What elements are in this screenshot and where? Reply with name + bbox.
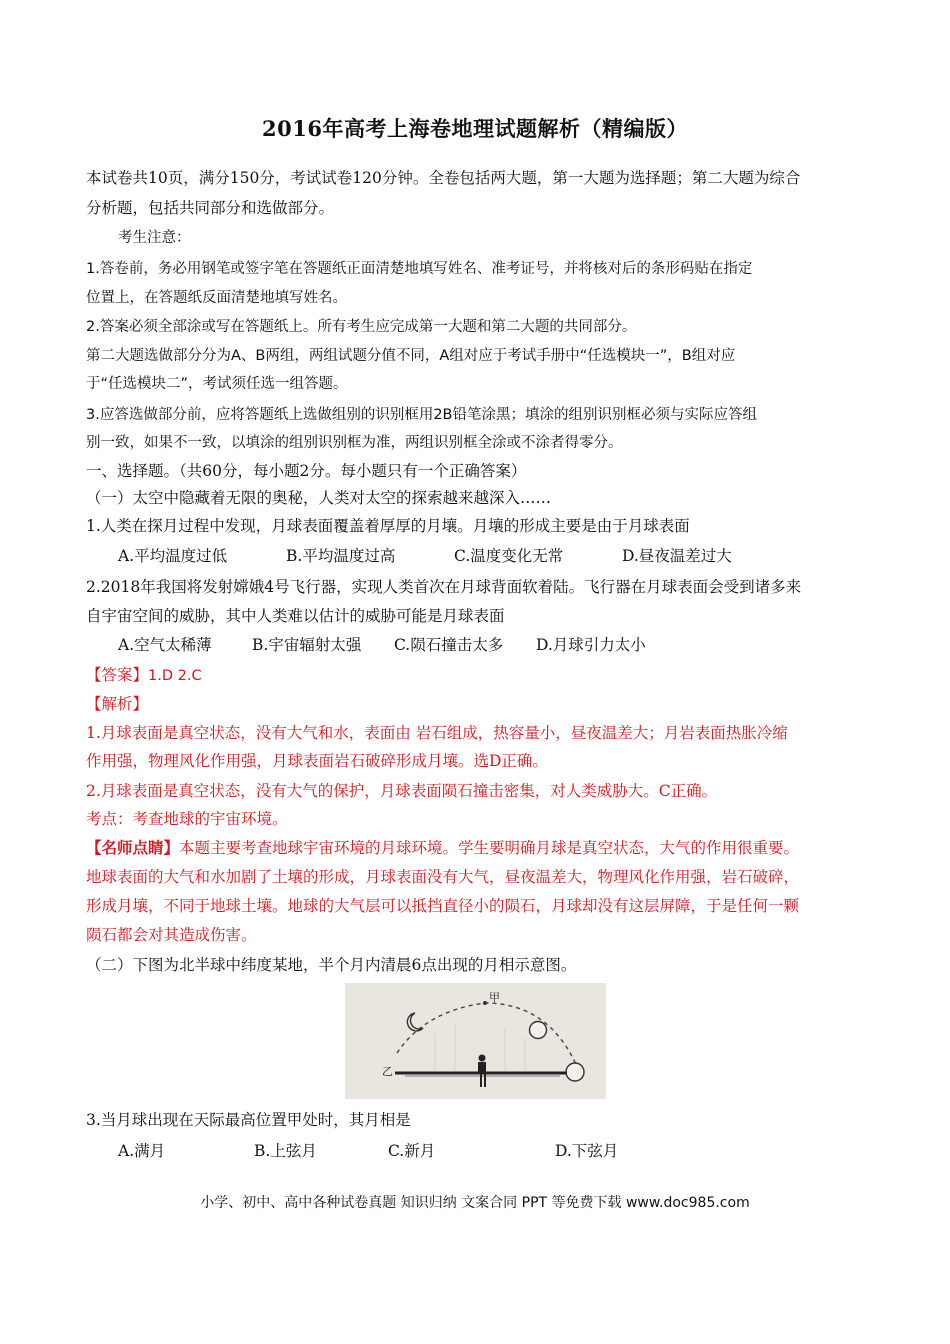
question-3-stem: 3.当月球出现在天际最高位置甲处时，其月相是	[86, 1111, 411, 1129]
answer-value: 1.D 2.C	[148, 668, 202, 684]
question-3-option-d: D.下弦月	[555, 1142, 619, 1160]
question-3-option-a: A.满月	[118, 1142, 166, 1160]
question-1-option-a: A.平均温度过低	[118, 547, 228, 565]
observer-figure	[478, 1055, 486, 1088]
moon-phase-diagram	[345, 983, 606, 1099]
question-2-stem-1: 2.2018年我国将发射嫦娥4号飞行器，实现人类首次在月球背面软着陆。飞行器在月球表面会受到诸多来	[86, 578, 802, 596]
group-intro-1: （一）太空中隐藏着无限的奥秘，人类对太空的探索越来越深入……	[86, 489, 552, 507]
notice-line-5: 于“任选模块二”，考试须任选一组答题。	[86, 376, 348, 392]
analysis-line-4: 考点：考查地球的宇宙环境。	[86, 810, 288, 828]
question-1-stem: 1.人类在探月过程中发现，月球表面覆盖着厚厚的月壤。月壤的形成主要是由于月球表面	[86, 517, 690, 535]
question-2-option-a: A.空气太稀薄	[118, 636, 212, 654]
crescent-moon-icon	[407, 1013, 423, 1031]
tip-label: 【名师点睛】	[86, 838, 180, 857]
question-2-stem-2: 自宇宙空间的威胁，其中人类难以估计的威胁可能是月球表面	[86, 607, 505, 625]
intro-line-1: 本试卷共10页，满分150分，考试试卷120分钟。全卷包括两大题，第一大题为选择题；第二大题为综合	[86, 169, 801, 187]
analysis-line-1: 1.月球表面是真空状态，没有大气和水，表面由 岩石组成，热容量小，昼夜温差大；月岩表面热胀冷缩	[86, 724, 788, 742]
document-title: 2016年高考上海卷地理试题解析（精编版）	[262, 116, 688, 141]
answer-label: 【答案】	[86, 666, 149, 684]
apex-point	[483, 1001, 487, 1005]
question-3-option-b: B.上弦月	[254, 1142, 317, 1160]
page-footer: 小学、初中、高中各种试卷真题 知识归纳 文案合同 PPT 等免费下载 www.doc985.com	[200, 1195, 750, 1211]
notice-line-2: 位置上，在答题纸反面清楚地填写姓名。	[86, 290, 347, 306]
notice-line-1: 1.答卷前，务必用钢笔或签字笔在答题纸正面清楚地填写姓名、准考证号，并将核对后的条形码贴在指定	[86, 261, 753, 277]
notice-line-4: 第二大题选做部分分为A、B两组，两组试题分值不同，A组对应于考试手册中“任选模块一”，B组对应	[86, 348, 736, 364]
tip-line-1	[86, 837, 799, 859]
notice-line-7: 别一致，如果不一致，以填涂的组别识别框为准，两组识别框全涂或不涂者得零分。	[86, 435, 623, 451]
left-label: 乙	[382, 1065, 393, 1078]
question-2-option-d: D.月球引力太小	[536, 636, 646, 654]
tip-line-2: 地球表面的大气和水加剧了土壤的形成，月球表面没有大气，昼夜温差大，物理风化作用强，岩石破碎，	[86, 868, 800, 886]
analysis-label: 【解析】	[86, 695, 149, 713]
moon-circle-lower	[566, 1063, 584, 1081]
answer-line	[86, 664, 202, 687]
question-2-option-c: C.陨石撞击太多	[394, 636, 504, 654]
intro-line-2: 分析题，包括共同部分和选做部分。	[86, 199, 335, 217]
question-1-option-c: C.温度变化无常	[454, 547, 564, 565]
question-3-option-c: C.新月	[388, 1142, 436, 1160]
section-heading: 一、选择题。（共60分，每小题2分。每小题只有一个正确答案）	[86, 462, 527, 480]
notice-heading: 考生注意：	[118, 230, 191, 246]
tip-text-1: 本题主要考查地球宇宙环境的月球环境。学生要明确月球是真空状态，大气的作用很重要。	[179, 839, 800, 857]
notice-line-6: 3.应答选做部分前，应将答题纸上选做组别的识别框用2B铅笔涂黑；填涂的组别识别框必须与实际应答组	[86, 407, 758, 423]
analysis-line-2: 作用强，物理风化作用强，月球表面岩石破碎形成月壤。选D正确。	[86, 752, 548, 770]
question-1-option-b: B.平均温度过高	[286, 547, 396, 565]
tip-line-3: 形成月壤，不同于地球土壤。地球的大气层可以抵挡直径小的陨石，月球却没有这层屏障，于是任何一颗	[86, 897, 800, 915]
tip-line-4: 陨石都会对其造成伤害。	[86, 926, 257, 944]
analysis-line-3: 2.月球表面是真空状态，没有大气的保护，月球表面陨石撞击密集，对人类威胁大。C正确。	[86, 782, 718, 800]
moon-circle-upper	[530, 1022, 547, 1039]
moon-path-arc	[397, 1003, 578, 1069]
apex-label: 甲	[489, 991, 500, 1004]
moon-phase-figure	[345, 983, 606, 1099]
question-2-option-b: B.宇宙辐射太强	[252, 636, 362, 654]
question-1-option-d: D.昼夜温差过大	[622, 547, 732, 565]
group-intro-2: （二）下图为北半球中纬度某地，半个月内清晨6点出现的月相示意图。	[86, 956, 577, 974]
notice-line-3: 2.答案必须全部涂或写在答题纸上。所有考生应完成第一大题和第二大题的共同部分。	[86, 319, 637, 335]
